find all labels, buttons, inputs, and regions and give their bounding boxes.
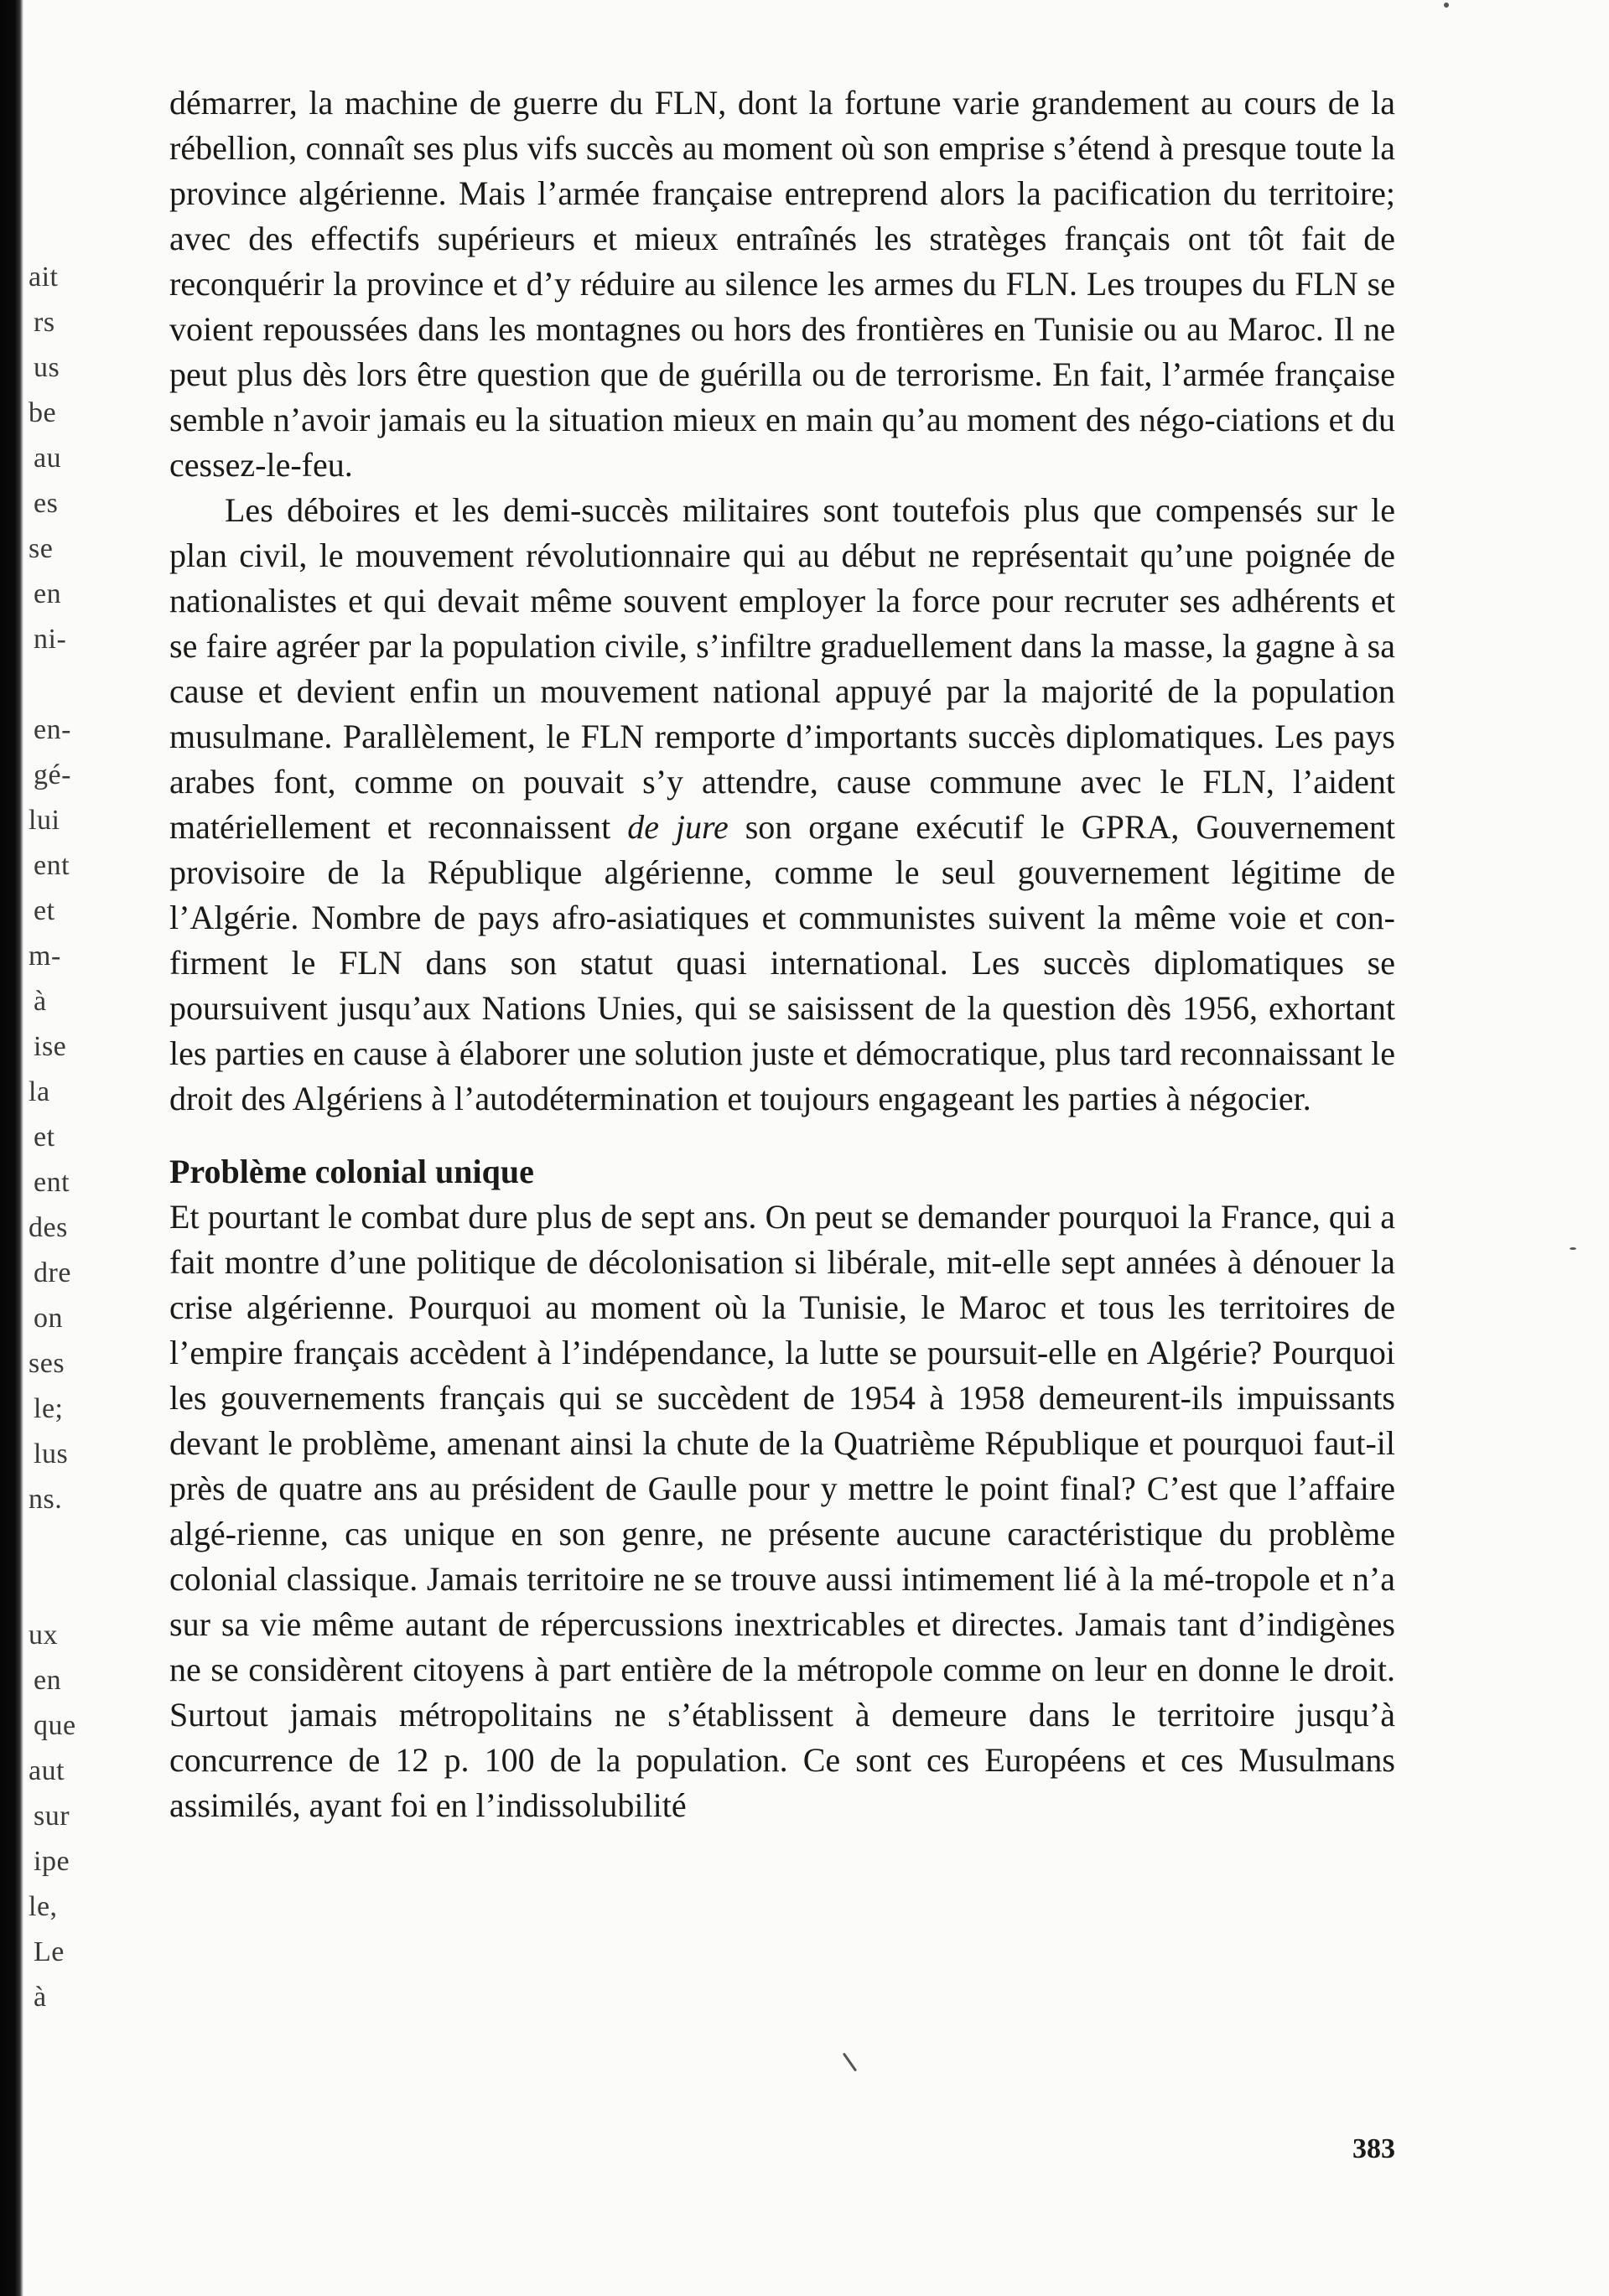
body-text	[169, 80, 1395, 1828]
facing-page-fragment: à	[34, 1982, 47, 2013]
facing-page-fragment: ni-	[34, 624, 67, 655]
facing-page-fragment: lus	[34, 1438, 69, 1469]
facing-page-fragment: au	[34, 443, 62, 474]
facing-page-fragment: ses	[29, 1348, 65, 1379]
facing-page-fragment: ux	[29, 1620, 58, 1651]
facing-page-fragment: ipe	[34, 1846, 70, 1877]
facing-page-fragment: se	[29, 533, 54, 564]
facing-page-fragment: ise	[34, 1031, 67, 1062]
facing-page-fragment: ent	[34, 850, 70, 881]
italic-term: de jure	[627, 808, 729, 846]
facing-page-fragment: et	[34, 1122, 55, 1153]
facing-page-fragment: us	[34, 352, 60, 383]
paragraph-2: Les déboires et les demi-succès militaires sont toutefois plus que compensés sur le plan civil, le mouvement révolutionnaire qui au début ne représentait qu’une poignée de nationalistes et qui devait même souvent employer la force pour recruter ses adhérents et se faire agréer par la population civile, s’infiltre graduellement dans la masse, la gagne à sa cause et devient enfin un mouvement national appuyé par la majorité de la population musulmane. Parallèlement, le FLN remporte d’importants succès diplomatiques. Les pays arabes font, comme on pouvait s’y attendre, cause commune avec le FLN, l’aident matériellement et reconnaissent de jure son organe exécutif le GPRA, Gouvernement provisoire de la République algérienne, comme le seul gouvernement légitime de l’Algérie. Nombre de pays afro-asiatiques et communistes suivent la même voie et con-firment le FLN dans son statut quasi international. Les succès diplomatiques se poursuivent jusqu’aux Nations Unies, qui se saisissent de la question dès 1956, exhortant les parties en cause à élaborer une solution juste et démocratique, plus tard reconnaissant le droit des Algériens à l’autodétermination et toujours engageant les parties à négocier.	[169, 491, 1396, 1117]
facing-page-fragment: en-	[34, 714, 71, 745]
facing-page-fragment: es	[34, 488, 59, 519]
facing-page-fragment: ent	[34, 1167, 70, 1198]
scan-speck	[1570, 1247, 1576, 1250]
facing-page-fragment: des	[29, 1212, 68, 1243]
facing-page-fragment: le,	[29, 1891, 58, 1922]
section-heading: Problème colonial unique	[169, 1153, 534, 1190]
facing-page-fragment: à	[34, 986, 47, 1017]
facing-page-fragment: aut	[29, 1755, 65, 1786]
paragraph-3: Et pourtant le combat dure plus de sept ans. On peut se demander pourquoi la France, qui a fait montre d’une politique de décolonisation si libérale, mit-elle sept années à dénouer la crise algérienne. Pourquoi au moment où la Tunisie, le Maroc et tous les territoires de l’empire français accèdent à l’indépendance, la lutte se poursuit-elle en Algérie? Pourquoi les gouvernements français qui se succèdent de 1954 à 1958 demeurent-ils impuissants devant le problème, amenant ainsi la chute de la Quatrième République et pourquoi faut-il près de quatre ans au président de Gaulle pour y mettre le point final? C’est que l’affaire algé-rienne, cas unique en son genre, ne présente aucune caractéristique du problème colonial classique. Jamais territoire ne se trouve aussi intimement lié à la mé-tropole et n’a sur sa vie même autant de répercussions inextricables et directes. Jamais tant d’indigènes ne se considèrent citoyens à part entière de la métropole comme on leur en donne le droit. Surtout jamais métropolitains ne s’établissent à demeure dans le territoire jusqu’à concurrence de 12 p. 100 de la population. Ce sont ces Européens et ces Musulmans assimilés, ayant foi en l’indissolubilité	[169, 1198, 1395, 1824]
facing-page-fragment: m-	[29, 941, 61, 972]
facing-page-fragment: on	[34, 1303, 63, 1334]
facing-page-fragment: sur	[34, 1801, 70, 1832]
paragraph-1: démarrer, la machine de guerre du FLN, dont la fortune varie grandement au cours de la rébellion, connaît ses plus vifs succès au moment où son emprise s’étend à presque toute la province algérienne. Mais l’armée française entreprend alors la pacification du territoire; avec des effectifs supérieurs et mieux entraînés les stratèges français ont tôt fait de reconquérir la province et d’y réduire au silence les armes du FLN. Les troupes du FLN se voient repoussées dans les montagnes ou hors des frontières en Tunisie ou au Maroc. Il ne peut plus dès lors être question que de guérilla ou de terrorisme. En fait, l’armée française semble n’avoir jamais eu la situation mieux en main qu’au moment des négo-ciations et du cessez-le-feu.	[169, 84, 1395, 484]
facing-page-fragment: gé-	[34, 759, 71, 790]
binding-edge	[0, 0, 23, 2296]
scan-speck	[1444, 3, 1449, 8]
facing-page-fragment: en	[34, 1665, 62, 1696]
facing-page-fragment: be	[29, 397, 57, 428]
facing-page-fragment: en	[34, 578, 62, 609]
facing-page-fragment: ait	[29, 262, 59, 293]
facing-page-fragment: ns.	[29, 1484, 63, 1515]
page-number: 383	[1352, 2133, 1395, 2164]
facing-page-fragment: que	[34, 1710, 76, 1741]
facing-page-fragment: dre	[34, 1257, 71, 1288]
facing-page-fragment: lui	[29, 805, 60, 836]
facing-page-fragment: Le	[34, 1936, 65, 1967]
facing-page-fragment: la	[29, 1076, 50, 1107]
facing-page-fragment: le;	[34, 1393, 64, 1424]
facing-page-fragment: rs	[34, 307, 55, 338]
facing-page-fragment: et	[34, 895, 55, 926]
